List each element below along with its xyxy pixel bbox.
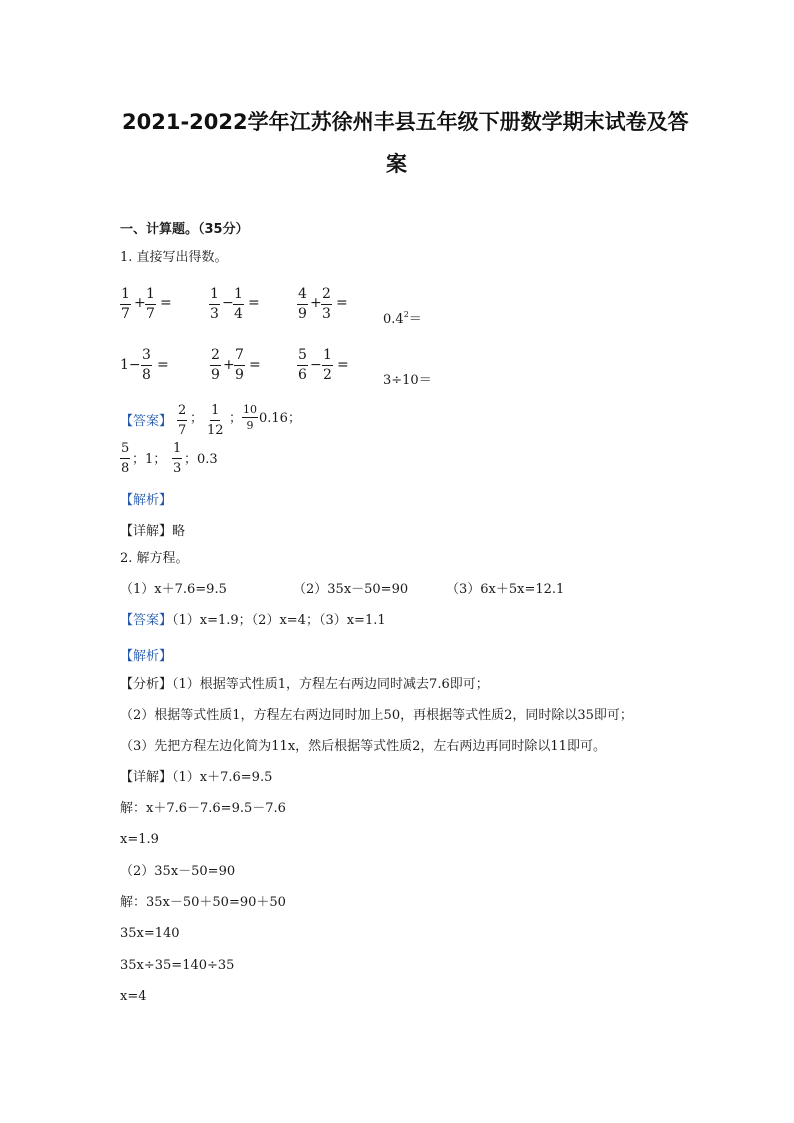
fraction: $\frac{2}{9}$: [211, 347, 220, 383]
answer-fraction: $\frac{1}{3}$: [173, 441, 182, 476]
analysis-p1: 【分析】（1）根据等式性质1，方程左右两边同时减去7.6即可；: [120, 677, 489, 692]
page-title-continued: 案: [386, 152, 407, 176]
analysis-p2: （2）根据等式性质1，方程左右两边同时加上50，再根据等式性质2，同时除以35即可；: [120, 708, 633, 723]
equals-sign: =: [160, 295, 172, 311]
analysis-label: 【解析】: [120, 493, 173, 508]
answer-value: 0.16；: [259, 411, 301, 426]
operator: +: [223, 357, 235, 373]
detail-step: 解：x＋7.6－7.6=9.5－7.6: [120, 801, 286, 816]
answer-fraction: $\frac{10}{9}$: [243, 403, 257, 432]
detail-step: 35x=140: [120, 926, 180, 941]
answer-value: ；0.3: [184, 452, 218, 467]
page-title: 2021-2022学年江苏徐州丰县五年级下册数学期末试卷及答: [122, 110, 689, 134]
q1-row1-expr4: $0.4^2=$: [383, 310, 422, 327]
fraction: $\frac{7}{9}$: [235, 347, 244, 383]
fraction: $\frac{1}{4}$: [234, 286, 243, 322]
separator: ；: [190, 411, 204, 426]
equals-sign: =: [337, 357, 349, 373]
detail-step: 35x÷35=140÷35: [120, 958, 235, 973]
q1-row2-expr4: 3÷10＝: [383, 373, 432, 388]
fraction: $\frac{1}{2}$: [323, 347, 332, 383]
equation-3: （3）6x＋5x=12.1: [446, 582, 565, 597]
answer-value: ；1；: [132, 452, 167, 467]
detail-step: x=1.9: [120, 832, 159, 847]
detail-line: 【详解】略: [120, 524, 186, 539]
analysis-p3: （3）先把方程左边化简为11x，然后根据等式性质2，左右两边再同时除以11即可。: [120, 739, 606, 754]
equation-1: （1）x＋7.6=9.5: [120, 582, 227, 597]
fraction: $\frac{4}{9}$: [298, 286, 307, 322]
separator: ；: [229, 411, 243, 426]
detail-step: 解：35x－50＋50=90＋50: [120, 895, 286, 910]
equation-2: （2）35x－50=90: [293, 582, 409, 597]
fraction: $\frac{1}{3}$: [210, 286, 219, 322]
answer-fraction: $\frac{2}{7}$: [178, 403, 187, 438]
equals-sign: =: [336, 295, 348, 311]
fraction: $\frac{1}{7}$: [121, 286, 130, 322]
question-1-prompt: 1. 直接写出得数。: [120, 250, 228, 265]
equals-sign: =: [249, 357, 261, 373]
analysis-label: 【解析】: [120, 649, 173, 664]
detail-step: 【详解】（1）x＋7.6=9.5: [120, 770, 273, 785]
operator: +: [134, 295, 146, 311]
answer-fraction: $\frac{5}{8}$: [121, 441, 130, 476]
fraction: $\frac{2}{3}$: [322, 286, 331, 322]
leading-term: 1−: [120, 357, 141, 373]
answer-fraction: $\frac{1}{12}$: [207, 403, 224, 438]
equals-sign: =: [157, 357, 169, 373]
detail-step: （2）35x－50=90: [120, 864, 236, 879]
q2-answer: 【答案】（1）x=1.9；（2）x=4；（3）x=1.1: [120, 613, 386, 628]
answer-label: 【答案】: [120, 414, 173, 429]
operator: −: [222, 295, 234, 311]
equals-sign: =: [248, 295, 260, 311]
question-2-prompt: 2. 解方程。: [120, 551, 189, 566]
fraction: $\frac{3}{8}$: [142, 347, 151, 383]
fraction: $\frac{5}{6}$: [298, 347, 307, 383]
section-heading: 一、计算题。（35分）: [120, 222, 249, 237]
operator: +: [310, 295, 322, 311]
operator: −: [310, 357, 322, 373]
fraction: $\frac{1}{7}$: [146, 286, 155, 322]
detail-step: x=4: [120, 989, 147, 1004]
